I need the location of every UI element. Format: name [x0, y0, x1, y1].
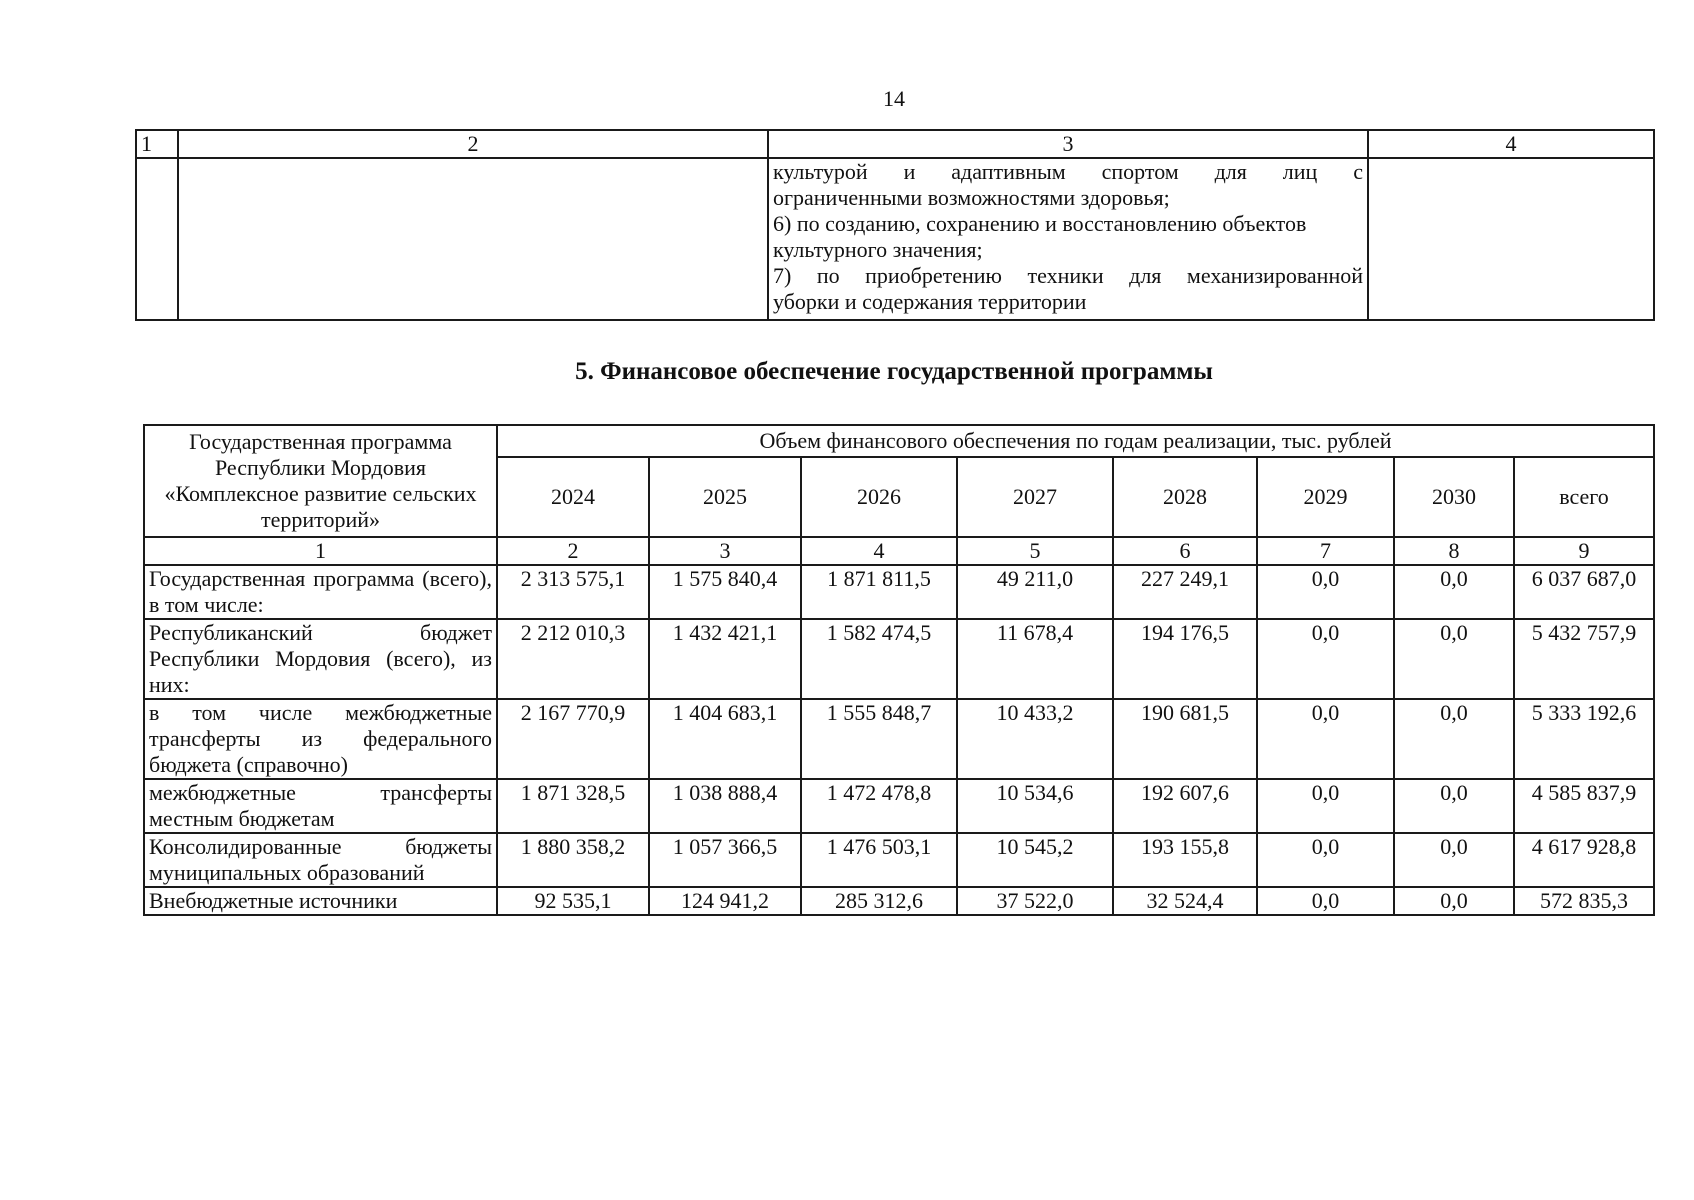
value-cell: 2 167 770,9	[497, 699, 649, 779]
year-header: 2029	[1257, 457, 1394, 537]
value-cell: 1 432 421,1	[649, 619, 801, 699]
value-cell: 6 037 687,0	[1514, 565, 1654, 619]
column-index-row	[144, 537, 1654, 565]
column-header: 4	[1368, 130, 1654, 158]
table-row	[144, 565, 1654, 619]
value-cell: 1 871 328,5	[497, 779, 649, 833]
table-cell	[178, 158, 768, 320]
value-cell: 1 871 811,5	[801, 565, 957, 619]
value-cell: 10 534,6	[957, 779, 1113, 833]
value-cell: 5 333 192,6	[1514, 699, 1654, 779]
table-row	[136, 158, 1654, 320]
value-cell: 0,0	[1257, 887, 1394, 915]
value-cell: 285 312,6	[801, 887, 957, 915]
year-header: 2026	[801, 457, 957, 537]
volume-header: Объем финансового обеспечения по годам реализации, тыс. рублей	[497, 425, 1654, 457]
value-cell: 227 249,1	[1113, 565, 1257, 619]
value-cell: 0,0	[1394, 779, 1514, 833]
value-cell: 1 057 366,5	[649, 833, 801, 887]
table-row	[144, 779, 1654, 833]
value-cell: 0,0	[1257, 619, 1394, 699]
table-header-row	[136, 130, 1654, 158]
table-cell	[136, 158, 178, 320]
column-index: 6	[1113, 537, 1257, 565]
column-index: 5	[957, 537, 1113, 565]
column-index: 4	[801, 537, 957, 565]
table-row	[144, 887, 1654, 915]
value-cell: 0,0	[1394, 565, 1514, 619]
value-cell: 194 176,5	[1113, 619, 1257, 699]
value-cell: 49 211,0	[957, 565, 1113, 619]
value-cell: 4 617 928,8	[1514, 833, 1654, 887]
text-line: культурой и адаптивным спортом для лиц с	[773, 159, 1363, 184]
year-header: 2028	[1113, 457, 1257, 537]
page-number: 14	[883, 86, 905, 111]
table-row	[144, 619, 1654, 699]
value-cell: 0,0	[1394, 833, 1514, 887]
text-line: 7) по приобретению техники для механизированной	[773, 263, 1363, 288]
section-title: 5. Финансовое обеспечение государственной программы	[575, 358, 1213, 385]
column-index: 2	[497, 537, 649, 565]
value-cell: 11 678,4	[957, 619, 1113, 699]
value-cell: 572 835,3	[1514, 887, 1654, 915]
value-cell: 37 522,0	[957, 887, 1113, 915]
row-label: Внебюджетные источники	[144, 887, 497, 915]
row-label: Республиканский бюджет Республики Мордовия (всего), из них:	[144, 619, 497, 699]
table-row	[144, 833, 1654, 887]
value-cell: 1 038 888,4	[649, 779, 801, 833]
text-line: культурного значения;	[773, 237, 983, 262]
row-label: Государственная программа (всего), в том числе:	[144, 565, 497, 619]
column-index: 3	[649, 537, 801, 565]
value-cell: 1 476 503,1	[801, 833, 957, 887]
column-header: 2	[178, 130, 768, 158]
value-cell: 10 433,2	[957, 699, 1113, 779]
row-label: межбюджетные трансферты местным бюджетам	[144, 779, 497, 833]
value-cell: 92 535,1	[497, 887, 649, 915]
value-cell: 1 575 840,4	[649, 565, 801, 619]
value-cell: 0,0	[1394, 699, 1514, 779]
year-header: 2027	[957, 457, 1113, 537]
column-index: 1	[144, 537, 497, 565]
column-index: 8	[1394, 537, 1514, 565]
value-cell: 5 432 757,9	[1514, 619, 1654, 699]
value-cell: 192 607,6	[1113, 779, 1257, 833]
row-label: Консолидированные бюджеты муниципальных образований	[144, 833, 497, 887]
value-cell: 0,0	[1257, 779, 1394, 833]
value-cell: 1 582 474,5	[801, 619, 957, 699]
column-index: 7	[1257, 537, 1394, 565]
table-row	[144, 699, 1654, 779]
year-header: всего	[1514, 457, 1654, 537]
year-header: 2025	[649, 457, 801, 537]
column-header: 3	[768, 130, 1368, 158]
finance-table	[143, 424, 1655, 916]
value-cell: 4 585 837,9	[1514, 779, 1654, 833]
year-header: 2030	[1394, 457, 1514, 537]
text-line: ограниченными возможностями здоровья;	[773, 185, 1170, 210]
text-line: 6) по созданию, сохранению и восстановлению объектов	[773, 211, 1307, 236]
value-cell: 1 555 848,7	[801, 699, 957, 779]
value-cell: 190 681,5	[1113, 699, 1257, 779]
column-index: 9	[1514, 537, 1654, 565]
value-cell: 2 212 010,3	[497, 619, 649, 699]
value-cell: 193 155,8	[1113, 833, 1257, 887]
column-header: 1	[136, 130, 178, 158]
value-cell: 124 941,2	[649, 887, 801, 915]
value-cell: 0,0	[1257, 565, 1394, 619]
table-cell	[1368, 158, 1654, 320]
continuation-table	[135, 129, 1655, 321]
program-header: Государственная программа Республики Мордовия «Комплексное развитие сельских территорий»	[144, 425, 497, 537]
value-cell: 32 524,4	[1113, 887, 1257, 915]
value-cell: 0,0	[1394, 619, 1514, 699]
row-label: в том числе межбюджетные трансферты из федерального бюджета (справочно)	[144, 699, 497, 779]
value-cell: 0,0	[1257, 833, 1394, 887]
value-cell: 10 545,2	[957, 833, 1113, 887]
value-cell: 0,0	[1257, 699, 1394, 779]
value-cell: 1 880 358,2	[497, 833, 649, 887]
text-line: уборки и содержания территории	[773, 289, 1087, 314]
measures-cell	[768, 158, 1368, 320]
value-cell: 1 404 683,1	[649, 699, 801, 779]
value-cell: 2 313 575,1	[497, 565, 649, 619]
table-header-row	[144, 425, 1654, 457]
year-header: 2024	[497, 457, 649, 537]
value-cell: 0,0	[1394, 887, 1514, 915]
value-cell: 1 472 478,8	[801, 779, 957, 833]
